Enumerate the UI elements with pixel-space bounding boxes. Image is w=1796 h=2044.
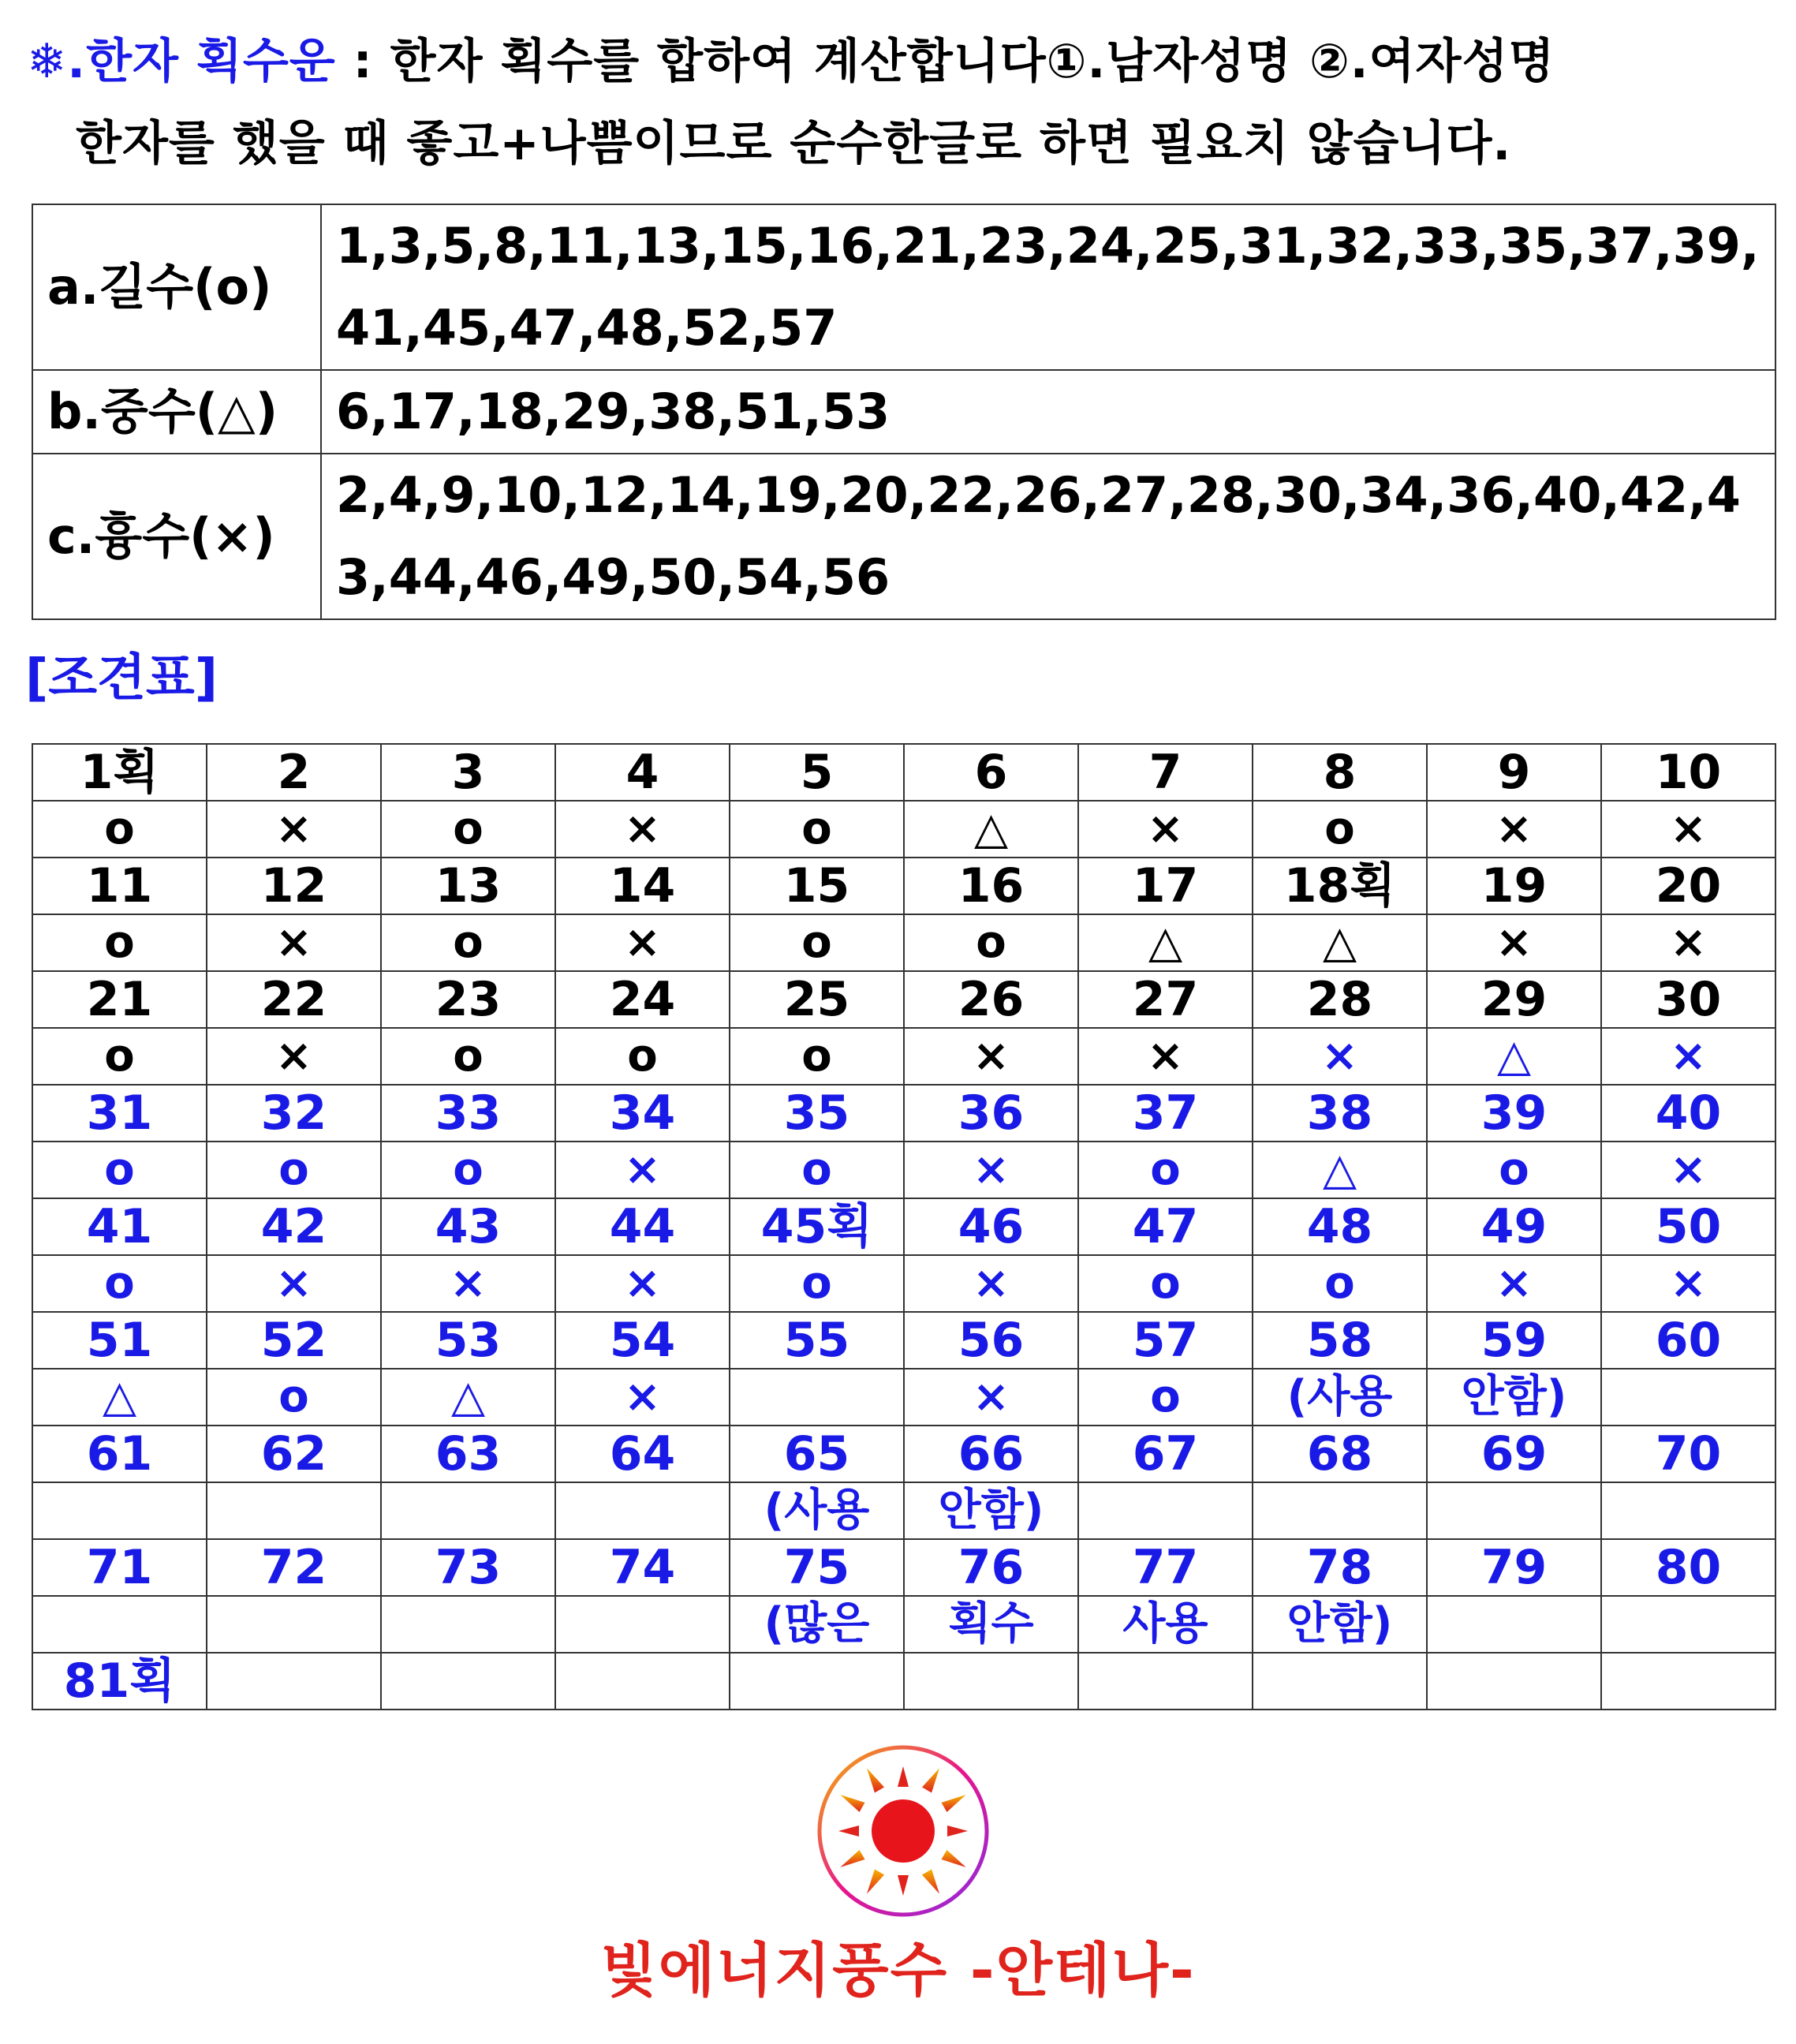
rules-numbers: 2,4,9,10,12,14,19,20,22,26,27,28,30,34,36,40,42,43,44,46,49,50,54,56 (321, 454, 1775, 619)
fortune-mark-cell: o (1253, 1255, 1427, 1312)
grid-mark-row (32, 1142, 1775, 1198)
fortune-mark-cell: × (207, 914, 381, 971)
stroke-number-cell: 80 (1601, 1539, 1775, 1596)
grid-mark-row (32, 1369, 1775, 1426)
stroke-number-cell: 19 (1427, 858, 1601, 914)
fortune-mark-cell: △ (32, 1369, 207, 1426)
fortune-mark-cell: 획수 (904, 1596, 1078, 1653)
grid-mark-row (32, 1255, 1775, 1312)
fortune-mark-cell: × (555, 1369, 730, 1426)
stroke-number-cell: 52 (207, 1312, 381, 1369)
stroke-number-cell: 33 (381, 1085, 555, 1142)
fortune-mark-cell: o (32, 1255, 207, 1312)
fortune-mark-cell: 안함) (1253, 1596, 1427, 1653)
stroke-number-cell: 81획 (32, 1653, 207, 1710)
rules-row-good (32, 204, 1775, 370)
fortune-mark-cell: o (730, 801, 904, 858)
stroke-number-cell: 20 (1601, 858, 1775, 914)
stroke-number-cell: 25 (730, 971, 904, 1028)
fortune-mark-cell: × (1253, 1028, 1427, 1085)
stroke-grid (32, 743, 1776, 1710)
fortune-mark-cell: × (1427, 914, 1601, 971)
rules-row-bad (32, 454, 1775, 619)
fortune-mark-cell: o (381, 914, 555, 971)
fortune-mark-cell: (많은 (730, 1596, 904, 1653)
grid-mark-row (32, 1482, 1775, 1539)
fortune-mark-cell: o (730, 1255, 904, 1312)
stroke-number-cell: 76 (904, 1539, 1078, 1596)
fortune-mark-cell (32, 1596, 207, 1653)
stroke-number-cell (1601, 1653, 1775, 1710)
stroke-number-cell: 77 (1078, 1539, 1253, 1596)
fortune-mark-cell: o (381, 1142, 555, 1198)
fortune-mark-cell: o (904, 914, 1078, 971)
stroke-number-cell: 70 (1601, 1426, 1775, 1482)
fortune-mark-cell: × (1601, 1142, 1775, 1198)
stroke-number-cell: 59 (1427, 1312, 1601, 1369)
stroke-number-cell: 6 (904, 744, 1078, 801)
rules-label: a.길수(o) (32, 204, 321, 370)
stroke-number-cell: 35 (730, 1085, 904, 1142)
fortune-mark-cell: △ (1427, 1028, 1601, 1085)
grid-number-row (32, 1426, 1775, 1482)
header-line-2: 한자를 했을 때 좋고+나쁨이므로 순수한글로 하면 필요치 않습니다. (76, 116, 1512, 171)
stroke-number-cell: 8 (1253, 744, 1427, 801)
fortune-mark-cell (381, 1482, 555, 1539)
fortune-mark-cell: o (1078, 1255, 1253, 1312)
grid-mark-row (32, 914, 1775, 971)
stroke-number-cell: 16 (904, 858, 1078, 914)
stroke-number-cell: 31 (32, 1085, 207, 1142)
fortune-mark-cell (1253, 1482, 1427, 1539)
stroke-number-cell: 55 (730, 1312, 904, 1369)
fortune-mark-cell: o (207, 1142, 381, 1198)
grid-number-row (32, 744, 1775, 801)
stroke-number-cell: 28 (1253, 971, 1427, 1028)
sun-compass-icon (814, 1742, 992, 1920)
grid-number-row (32, 1198, 1775, 1255)
stroke-number-cell: 72 (207, 1539, 381, 1596)
stroke-number-cell: 58 (1253, 1312, 1427, 1369)
stroke-number-cell (730, 1653, 904, 1710)
fortune-mark-cell (207, 1596, 381, 1653)
stroke-number-cell: 37 (1078, 1085, 1253, 1142)
fortune-mark-cell: × (381, 1255, 555, 1312)
footer-brand: 빛에너지풍수 -안테나- (600, 1937, 1196, 2005)
stroke-number-cell: 38 (1253, 1085, 1427, 1142)
rules-numbers: 6,17,18,29,38,51,53 (321, 370, 1775, 454)
fortune-mark-cell: (사용 (1253, 1369, 1427, 1426)
fortune-mark-cell: × (207, 801, 381, 858)
header-line-1 (27, 21, 1778, 103)
fortune-mark-cell (730, 1369, 904, 1426)
stroke-number-cell: 56 (904, 1312, 1078, 1369)
fortune-mark-cell (1427, 1482, 1601, 1539)
stroke-number-cell: 44 (555, 1198, 730, 1255)
fortune-mark-cell (1601, 1596, 1775, 1653)
logo-svg (814, 1742, 992, 1920)
stroke-number-cell: 18획 (1253, 858, 1427, 914)
rules-numbers: 1,3,5,8,11,13,15,16,21,23,24,25,31,32,33,35,37,39,41,45,47,48,52,57 (321, 204, 1775, 370)
fortune-mark-cell: o (381, 1028, 555, 1085)
grid-number-row (32, 1312, 1775, 1369)
stroke-number-cell: 54 (555, 1312, 730, 1369)
fortune-mark-cell: × (555, 1142, 730, 1198)
stroke-number-cell: 41 (32, 1198, 207, 1255)
fortune-mark-cell: × (904, 1255, 1078, 1312)
fortune-mark-cell: × (904, 1028, 1078, 1085)
fortune-mark-cell (1601, 1369, 1775, 1426)
stroke-number-cell: 60 (1601, 1312, 1775, 1369)
fortune-mark-cell: × (1427, 801, 1601, 858)
stroke-number-cell: 4 (555, 744, 730, 801)
fortune-mark-cell: o (730, 914, 904, 971)
grid-mark-row (32, 1596, 1775, 1653)
fortune-mark-cell: × (904, 1369, 1078, 1426)
fortune-mark-cell: △ (1078, 914, 1253, 971)
stroke-number-cell: 5 (730, 744, 904, 801)
fortune-mark-cell (555, 1482, 730, 1539)
fortune-mark-cell (381, 1596, 555, 1653)
fortune-mark-cell: o (32, 801, 207, 858)
fortune-mark-cell (1427, 1596, 1601, 1653)
stroke-number-cell: 39 (1427, 1085, 1601, 1142)
header (27, 21, 1778, 185)
stroke-number-cell: 49 (1427, 1198, 1601, 1255)
stroke-number-cell: 75 (730, 1539, 904, 1596)
stroke-number-cell: 42 (207, 1198, 381, 1255)
stroke-number-cell: 71 (32, 1539, 207, 1596)
stroke-number-cell: 69 (1427, 1426, 1601, 1482)
stroke-number-cell: 67 (1078, 1426, 1253, 1482)
rules-row-medium (32, 370, 1775, 454)
fortune-mark-cell: × (1427, 1255, 1601, 1312)
fortune-mark-cell: △ (381, 1369, 555, 1426)
grid-mark-row (32, 1028, 1775, 1085)
fortune-mark-cell: o (381, 801, 555, 858)
fortune-mark-cell: o (730, 1142, 904, 1198)
fortune-mark-cell: × (904, 1142, 1078, 1198)
fortune-mark-cell: o (1427, 1142, 1601, 1198)
stroke-number-cell: 36 (904, 1085, 1078, 1142)
fortune-mark-cell: 사용 (1078, 1596, 1253, 1653)
stroke-number-cell: 51 (32, 1312, 207, 1369)
fortune-mark-cell: o (730, 1028, 904, 1085)
stroke-number-cell: 68 (1253, 1426, 1427, 1482)
stroke-number-cell: 61 (32, 1426, 207, 1482)
fortune-mark-cell: × (1601, 1028, 1775, 1085)
stroke-number-cell (1078, 1653, 1253, 1710)
fortune-mark-cell: × (1601, 1255, 1775, 1312)
grid-number-row (32, 858, 1775, 914)
stroke-number-cell: 23 (381, 971, 555, 1028)
snowflake-icon: ❄ (27, 34, 68, 89)
fortune-mark-cell (1601, 1482, 1775, 1539)
stroke-number-cell (1427, 1653, 1601, 1710)
stroke-number-cell: 64 (555, 1426, 730, 1482)
stroke-number-cell: 13 (381, 858, 555, 914)
fortune-mark-cell: △ (904, 801, 1078, 858)
header-description: : 한자 획수를 합하여 계산합니다①.남자성명 ②.여자성명 (335, 34, 1555, 89)
fortune-mark-cell: × (1078, 801, 1253, 858)
stroke-number-cell: 27 (1078, 971, 1253, 1028)
stroke-number-cell: 11 (32, 858, 207, 914)
fortune-mark-cell: o (555, 1028, 730, 1085)
stroke-number-cell: 65 (730, 1426, 904, 1482)
fortune-mark-cell (555, 1596, 730, 1653)
stroke-number-cell: 17 (1078, 858, 1253, 914)
grid-number-row (32, 1539, 1775, 1596)
fortune-mark-cell (32, 1482, 207, 1539)
stroke-number-cell: 7 (1078, 744, 1253, 801)
stroke-number-cell: 15 (730, 858, 904, 914)
stroke-number-cell: 22 (207, 971, 381, 1028)
stroke-number-cell: 57 (1078, 1312, 1253, 1369)
stroke-number-cell: 47 (1078, 1198, 1253, 1255)
fortune-mark-cell: × (1601, 914, 1775, 971)
stroke-number-cell: 30 (1601, 971, 1775, 1028)
stroke-number-cell: 46 (904, 1198, 1078, 1255)
stroke-number-cell: 9 (1427, 744, 1601, 801)
fortune-mark-cell: △ (1253, 914, 1427, 971)
fortune-mark-cell: o (32, 914, 207, 971)
fortune-mark-cell (207, 1482, 381, 1539)
stroke-number-cell: 26 (904, 971, 1078, 1028)
stroke-number-cell (207, 1653, 381, 1710)
stroke-number-cell: 12 (207, 858, 381, 914)
rules-label: c.흉수(×) (32, 454, 321, 619)
fortune-mark-cell: o (32, 1028, 207, 1085)
fortune-mark-cell: 안함) (904, 1482, 1078, 1539)
fortune-mark-cell: o (1253, 801, 1427, 858)
stroke-number-cell (1253, 1653, 1427, 1710)
fortune-mark-cell: o (207, 1369, 381, 1426)
fortune-mark-cell: × (207, 1028, 381, 1085)
stroke-number-cell: 53 (381, 1312, 555, 1369)
fortune-mark-cell: × (1601, 801, 1775, 858)
stroke-number-cell: 32 (207, 1085, 381, 1142)
stroke-number-cell: 1획 (32, 744, 207, 801)
stroke-number-cell: 43 (381, 1198, 555, 1255)
fortune-mark-cell: × (207, 1255, 381, 1312)
grid-number-row (32, 1085, 1775, 1142)
stroke-number-cell (381, 1653, 555, 1710)
stroke-number-cell: 21 (32, 971, 207, 1028)
stroke-number-cell: 3 (381, 744, 555, 801)
fortune-mark-cell: o (1078, 1142, 1253, 1198)
stroke-number-cell (904, 1653, 1078, 1710)
stroke-number-cell: 34 (555, 1085, 730, 1142)
stroke-number-cell: 48 (1253, 1198, 1427, 1255)
condition-table-title: [조견표] (25, 649, 218, 708)
fortune-mark-cell: × (1078, 1028, 1253, 1085)
stroke-number-cell: 10 (1601, 744, 1775, 801)
grid-mark-row (32, 801, 1775, 858)
fortune-mark-cell: (사용 (730, 1482, 904, 1539)
fortune-mark-cell: × (555, 1255, 730, 1312)
stroke-number-cell: 14 (555, 858, 730, 914)
stroke-number-cell: 40 (1601, 1085, 1775, 1142)
fortune-mark-cell: o (32, 1142, 207, 1198)
stroke-number-cell: 24 (555, 971, 730, 1028)
fortune-mark-cell: × (555, 801, 730, 858)
grid-number-row (32, 1653, 1775, 1710)
stroke-number-cell: 2 (207, 744, 381, 801)
stroke-number-cell (555, 1653, 730, 1710)
fortune-mark-cell: △ (1253, 1142, 1427, 1198)
stroke-number-cell: 79 (1427, 1539, 1601, 1596)
rules-label: b.중수(△) (32, 370, 321, 454)
stroke-number-cell: 50 (1601, 1198, 1775, 1255)
header-title: .한자 획수운 (67, 34, 336, 89)
stroke-number-cell: 74 (555, 1539, 730, 1596)
stroke-number-cell: 29 (1427, 971, 1601, 1028)
rules-table (32, 204, 1776, 620)
fortune-mark-cell: 안함) (1427, 1369, 1601, 1426)
stroke-number-cell: 62 (207, 1426, 381, 1482)
grid-number-row (32, 971, 1775, 1028)
stroke-number-cell: 78 (1253, 1539, 1427, 1596)
fortune-mark-cell (1078, 1482, 1253, 1539)
stroke-number-cell: 63 (381, 1426, 555, 1482)
stroke-number-cell: 66 (904, 1426, 1078, 1482)
fortune-mark-cell: o (1078, 1369, 1253, 1426)
stroke-number-cell: 73 (381, 1539, 555, 1596)
stroke-number-cell: 45획 (730, 1198, 904, 1255)
fortune-mark-cell: × (555, 914, 730, 971)
